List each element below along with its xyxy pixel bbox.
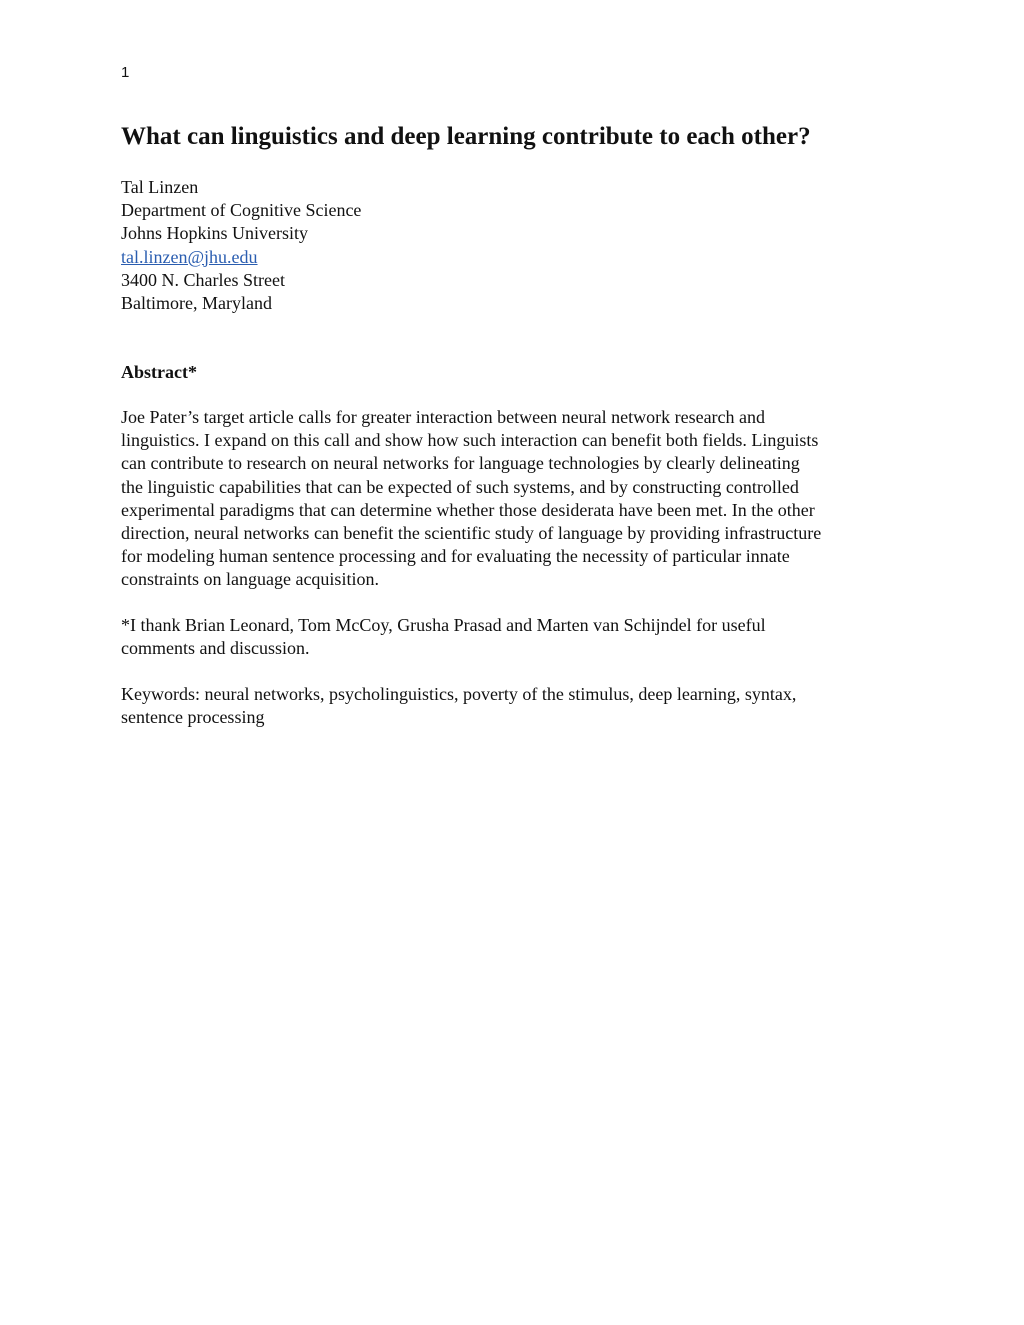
author-street: 3400 N. Charles Street	[121, 269, 285, 290]
author-name: Tal Linzen	[121, 177, 199, 197]
keywords-line: sentence processing	[121, 707, 265, 728]
paper-title: What can linguistics and deep learning contribute to each other?	[121, 123, 811, 150]
abstract-line: the linguistic capabilities that can be expected of such systems, and by constructing controlled	[121, 476, 799, 497]
abstract-body	[121, 406, 911, 592]
keywords	[121, 683, 796, 729]
author-department: Department of Cognitive Science	[121, 200, 362, 221]
author-university: Johns Hopkins University	[121, 223, 309, 244]
author-block	[121, 176, 361, 315]
author-city: Baltimore, Maryland	[121, 293, 272, 314]
abstract-line: experimental paradigms that can determine whether those desiderata have been met. In the other	[121, 499, 815, 520]
abstract-line: can contribute to research on neural networks for language technologies by clearly delineating	[121, 453, 800, 474]
acknowledgment-line: *I thank Brian Leonard, Tom McCoy, Grusha Prasad and Marten van Schijndel for useful	[121, 615, 766, 635]
keywords-line: Keywords: neural networks, psycholinguistics, poverty of the stimulus, deep learning, syntax,	[121, 684, 797, 704]
abstract-heading: Abstract*	[121, 362, 197, 382]
author-email-link[interactable]: tal.linzen@jhu.edu	[121, 246, 258, 267]
page-number: 1	[121, 64, 130, 81]
abstract-line: constraints on language acquisition.	[121, 569, 379, 590]
acknowledgment-line: comments and discussion.	[121, 638, 310, 659]
abstract-line: for modeling human sentence processing and for evaluating the necessity of particular innate	[121, 546, 790, 567]
abstract-line: linguistics. I expand on this call and show how such interaction can benefit both fields. Linguists	[121, 430, 819, 451]
abstract-line: Joe Pater’s target article calls for greater interaction between neural network research and	[121, 407, 766, 427]
abstract-line: direction, neural networks can benefit the scientific study of language by providing infrastructure	[121, 523, 822, 544]
acknowledgment	[121, 614, 766, 660]
